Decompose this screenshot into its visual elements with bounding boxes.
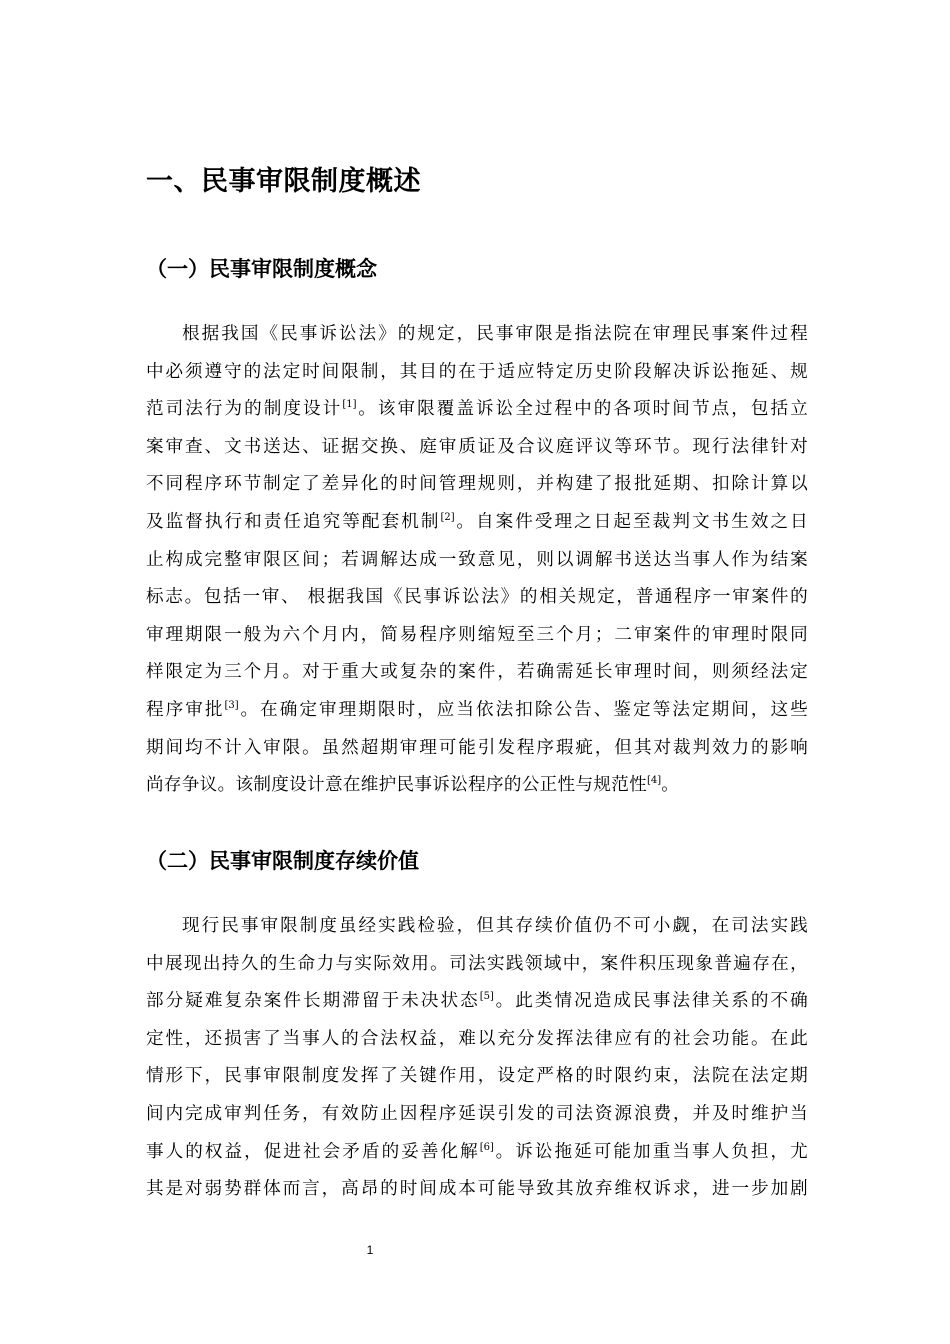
paragraph-line <box>146 730 808 768</box>
paragraph-line <box>146 1058 808 1096</box>
line-text: 定性，还损害了当事人的合法权益，难以充分发挥法律应有的社会功能。在此 <box>146 1028 808 1049</box>
citation-marker: [1] <box>342 399 357 411</box>
line-text: 其是对弱势群体而言，高昂的时间成本可能导致其放弃维权诉求，进一步加剧 <box>146 1179 808 1200</box>
line-text-continued: 。此类情况造成民事法律关系的不确 <box>493 991 808 1012</box>
paragraph-line <box>146 908 808 946</box>
line-text-continued: 。该审限覆盖诉讼全过程中的各项时间节点，包括立 <box>356 399 808 420</box>
line-text-continued: 。 <box>661 775 680 796</box>
line-text: 及监督执行和责任追究等配套机制 <box>146 511 441 532</box>
citation-marker: [5] <box>479 991 494 1003</box>
line-text: 不同程序环节制定了差异化的时间管理规则，并构建了报批延期、扣除计算以 <box>146 474 808 495</box>
line-text: 期间均不计入审限。虽然超期审理可能引发程序瑕疵，但其对裁判效力的影响 <box>146 737 808 758</box>
paragraph-line <box>146 692 808 730</box>
paragraph-line <box>146 391 808 429</box>
paragraph-line <box>146 1134 808 1172</box>
line-text: 情形下，民事审限制度发挥了关键作用，设定严格的时限约束，法院在法定期 <box>146 1066 808 1087</box>
line-text: 样限定为三个月。对于重大或复杂的案件，若确需延长审理时间，则须经法定 <box>146 662 808 683</box>
paragraph-line <box>146 654 808 692</box>
paragraph-line <box>146 504 808 542</box>
page-number: 1 <box>366 1243 374 1257</box>
paragraph-line <box>146 983 808 1021</box>
paragraph-line <box>146 767 808 805</box>
line-text: 事人的权益，促进社会矛盾的妥善化解 <box>146 1141 480 1162</box>
paragraph-line <box>146 1171 808 1209</box>
line-text: 根据我国《民事诉讼法》的规定，民事审限是指法院在审理民事案件过程 <box>182 324 808 344</box>
citation-marker: [4] <box>647 775 662 787</box>
paragraph-line <box>146 429 808 467</box>
section-1-paragraph <box>146 316 808 805</box>
paragraph-line <box>146 1021 808 1059</box>
line-text: 中必须遵守的法定时间限制，其目的在于适应特定历史阶段解决诉讼拖延、规 <box>146 361 808 382</box>
paragraph-line <box>146 316 808 354</box>
line-text: 部分疑难复杂案件长期滞留于未决状态 <box>146 991 480 1012</box>
paragraph-line <box>146 542 808 580</box>
line-text: 程序审批 <box>146 699 225 720</box>
section-2-paragraph <box>146 908 808 1209</box>
section-1-heading: （一）民事审限制度概念 <box>146 257 377 281</box>
line-text: 现行民事审限制度虽经实践检验，但其存续价值仍不可小觑，在司法实践 <box>182 916 808 936</box>
citation-marker: [3] <box>224 700 239 712</box>
line-text-continued: 。在确定审理期限时，应当依法扣除公告、鉴定等法定期间，这些 <box>238 699 809 720</box>
line-text: 范司法行为的制度设计 <box>146 399 343 420</box>
paragraph-line <box>146 946 808 984</box>
paragraph-line <box>146 466 808 504</box>
paragraph-line <box>146 617 808 655</box>
paragraph-line <box>146 579 808 617</box>
line-text: 标志。包括一审、 根据我国《民事诉讼法》的相关规定，普通程序一审案件的 <box>146 587 808 608</box>
line-text: 间内完成审判任务，有效防止因程序延误引发的司法资源浪费，并及时维护当 <box>146 1103 808 1124</box>
line-text: 案审查、文书送达、证据交换、庭审质证及合议庭评议等环节。现行法律针对 <box>146 436 808 457</box>
chapter-heading: 一、民事审限制度概述 <box>146 166 421 197</box>
citation-marker: [2] <box>440 512 455 524</box>
line-text-continued: 。诉讼拖延可能加重当事人负担，尤 <box>493 1141 808 1162</box>
section-2-heading: （二）民事审限制度存续价值 <box>146 849 419 873</box>
citation-marker: [6] <box>479 1141 494 1153</box>
line-text-continued: 。自案件受理之日起至裁判文书生效之日 <box>454 511 808 532</box>
line-text: 中展现出持久的生命力与实际效用。司法实践领域中，案件积压现象普遍存在， <box>146 953 808 974</box>
line-text: 尚存争议。该制度设计意在维护民事诉讼程序的公正性与规范性 <box>146 775 648 796</box>
line-text: 审理期限一般为六个月内，简易程序则缩短至三个月；二审案件的审理时限同 <box>146 624 808 645</box>
paragraph-line <box>146 354 808 392</box>
paragraph-line <box>146 1096 808 1134</box>
line-text: 止构成完整审限区间；若调解达成一致意见，则以调解书送达当事人作为结案 <box>146 549 808 570</box>
